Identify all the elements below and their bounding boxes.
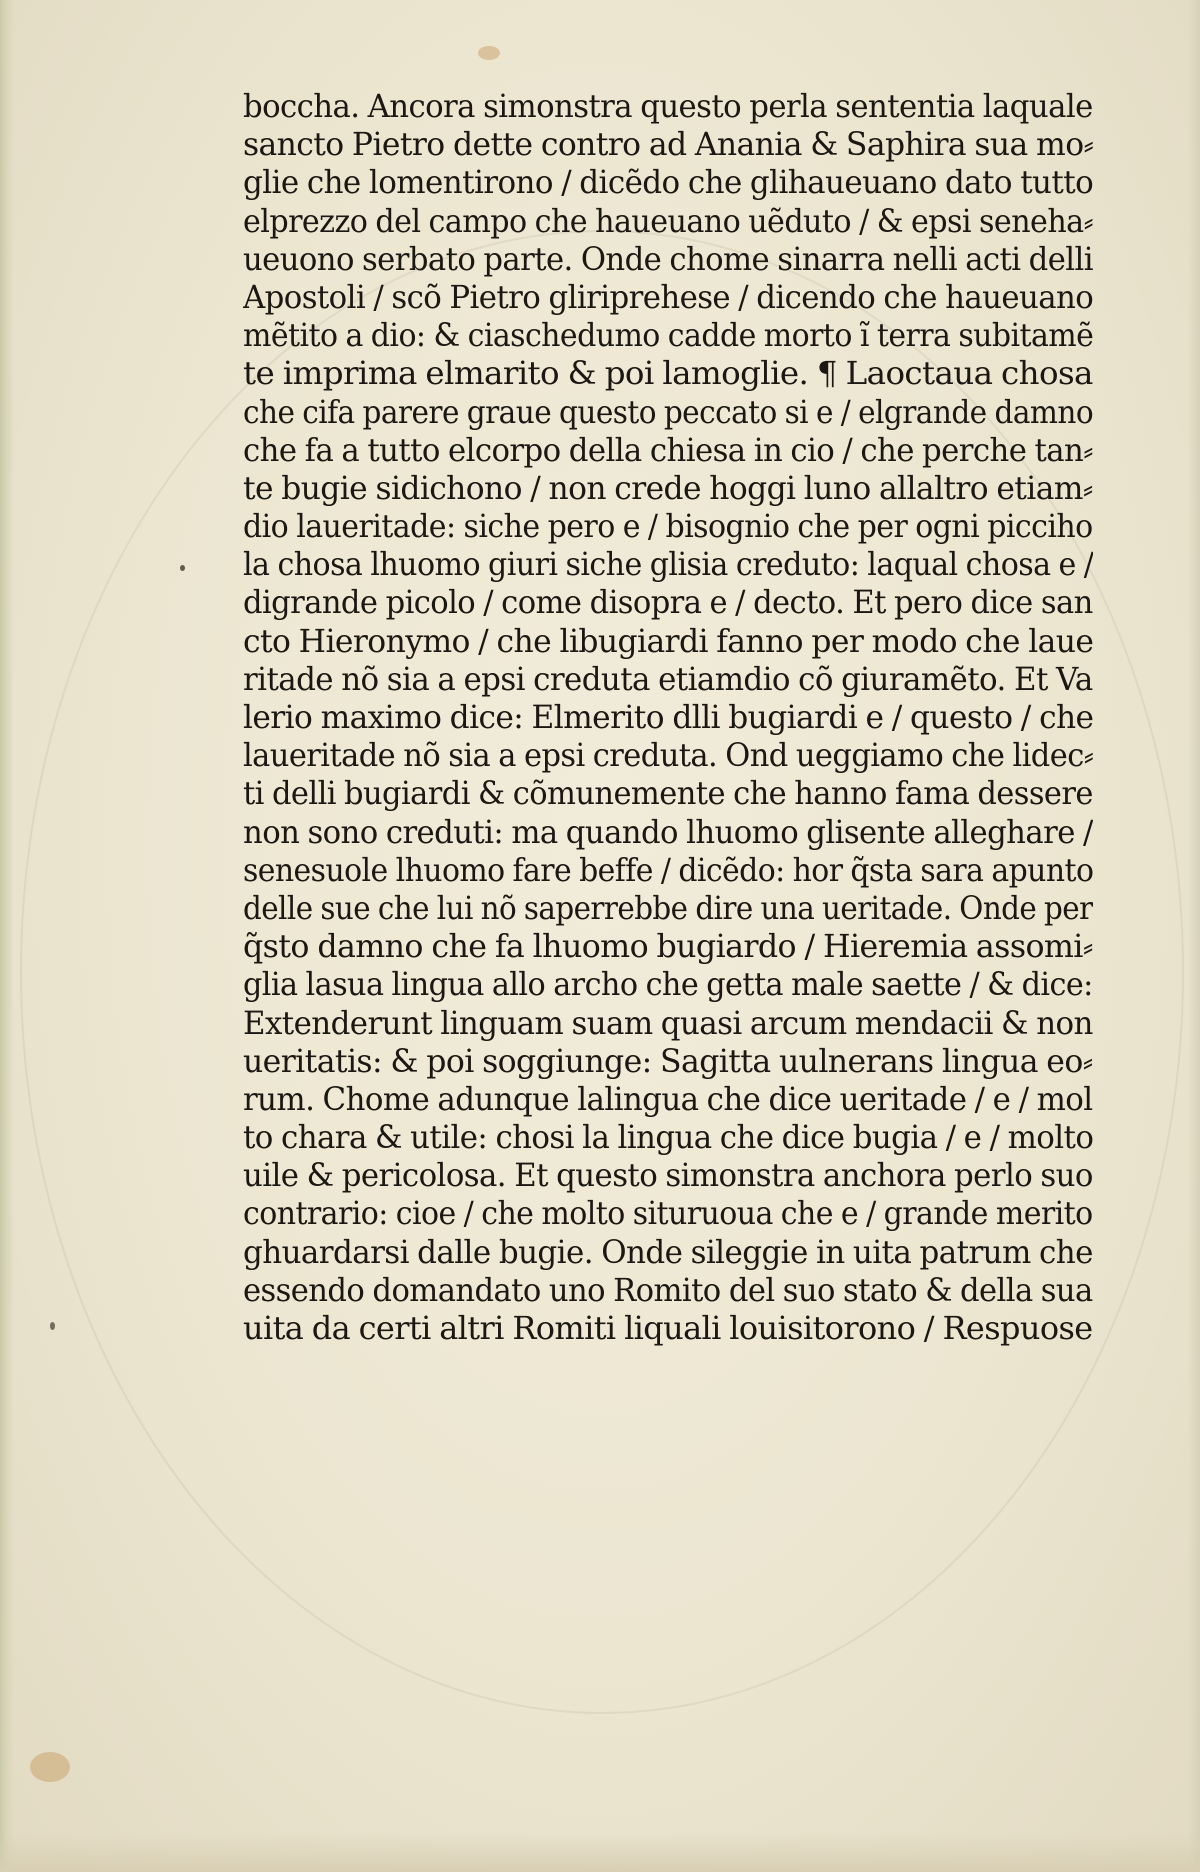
text-line: essendo domandato uno Romito del suo stato & della sua [243,1272,1093,1309]
text-line: sancto Pietro dette contro ad Anania & Saphira sua mo⸗ [243,127,1093,164]
page-right-edge [1188,0,1200,1872]
text-line: Apostoli / scõ Pietro gliriprehese / dicendo che haueuano [243,279,1093,316]
text-line: rum. Chome adunque lalingua che dice ueritade / e / mol [243,1081,1093,1118]
text-line: Extenderunt linguam suam quasi arcum mendacii & non [243,1005,1093,1042]
text-line: contrario: cioe / che molto situruoua che e / grande merito [243,1196,1093,1233]
text-line: dio laueritade: siche pero e / bisognio che per ogni picciho [243,509,1093,546]
text-block [243,88,1093,1348]
text-line: la chosa lhuomo giuri siche glisia creduto: laqual chosa e / [243,547,1093,584]
text-line: senesuole lhuomo fare beffe / dicẽdo: hor q̃sta sara apunto [243,852,1093,889]
text-line: delle sue che lui nõ saperrebbe dire una ueritade. Onde per [243,890,1093,927]
text-line: digrande picolo / come disopra e / decto. Et pero dice san [243,585,1093,622]
text-line: elprezzo del campo che haueuano uẽduto / & epsi seneha⸗ [243,203,1093,240]
text-line: te bugie sidichono / non crede hoggi luno allaltro etiam⸗ [243,470,1093,507]
text-line: laueritade nõ sia a epsi creduta. Ond ueggiamo che lidec⸗ [243,738,1093,775]
text-line: non sono creduti: ma quando lhuomo glisente alleghare / [243,814,1093,851]
text-line: che fa a tutto elcorpo della chiesa in cio / che perche tan⸗ [243,432,1093,469]
text-line: q̃sto damno che fa lhuomo bugiardo / Hieremia assomi⸗ [243,929,1093,966]
text-line: ti delli bugiardi & cõmunemente che hanno fama dessere [243,776,1093,813]
text-line: te imprima elmarito & poi lamoglie. ¶ Laoctaua chosa [243,356,1093,393]
text-line: glia lasua lingua allo archo che getta male saette / & dice: [243,967,1093,1004]
text-line: boccha. Ancora simonstra questo perla sententia laquale [243,89,1093,125]
text-line: ghuardarsi dalle bugie. Onde sileggie in uita patrum che [243,1234,1093,1271]
text-line: uile & pericolosa. Et questo simonstra anchora perlo suo [243,1158,1093,1195]
page-left-edge [0,0,14,1872]
text-line: ritade nõ sia a epsi creduta etiamdio cõ giuramẽto. Et Va [243,661,1093,698]
paper-stain [50,1322,55,1330]
page-bottom-edge [0,1832,1200,1872]
text-line: lerio maximo dice: Elmerito dlli bugiardi e / questo / che [243,700,1093,736]
text-line: ueuono serbato parte. Onde chome sinarra nelli acti delli [243,241,1093,278]
paper-stain [180,565,185,571]
text-line: che cifa parere graue questo peccato si e / elgrande damno [243,394,1093,431]
paper-stain [30,1752,70,1782]
text-line: uita da certi altri Romiti liquali louisitorono / Respuose [243,1311,1093,1347]
paper-stain [478,46,500,60]
text-line: glie che lomentirono / dicẽdo che glihaueuano dato tutto [243,165,1093,202]
text-line: ueritatis: & poi soggiunge: Sagitta uulnerans lingua eo⸗ [243,1043,1093,1080]
text-line: to chara & utile: chosi la lingua che dice bugia / e / molto [243,1120,1093,1157]
text-line: cto Hieronymo / che libugiardi fanno per modo che laue [243,623,1093,660]
text-line: mẽtito a dio: & ciaschedumo cadde morto ĩ terra subitamẽ [243,318,1093,355]
